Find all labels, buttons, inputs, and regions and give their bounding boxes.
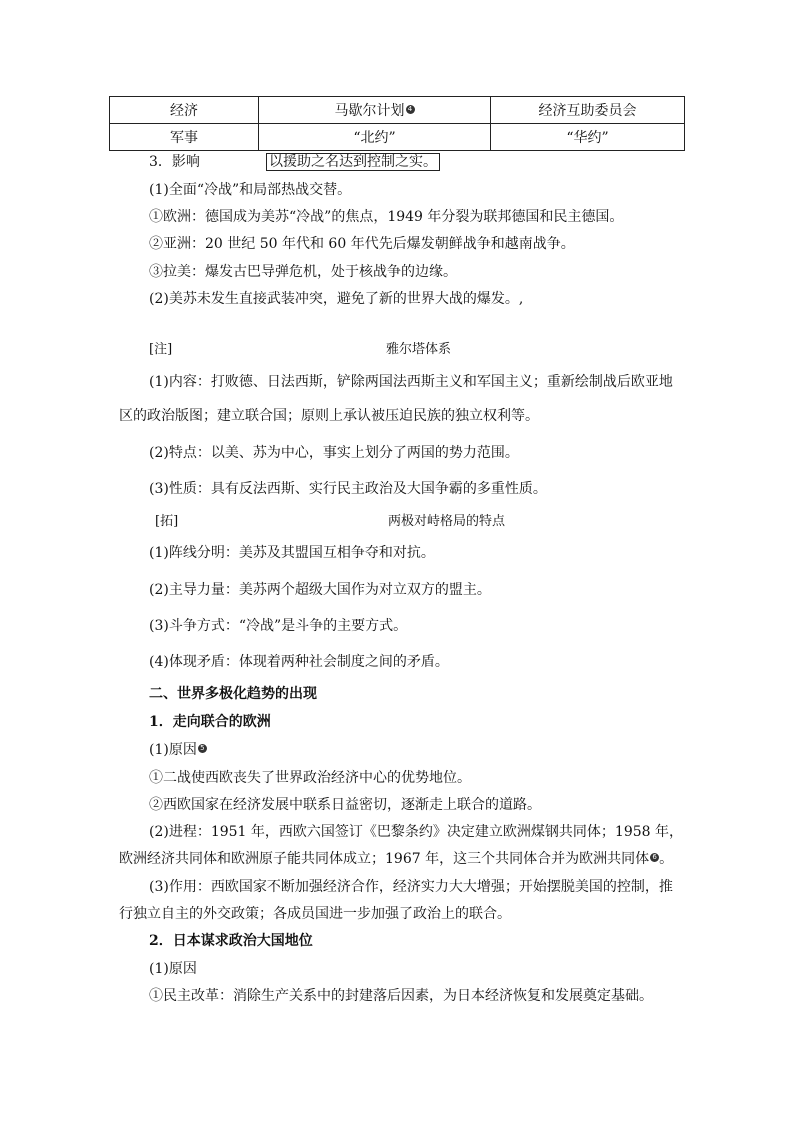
paragraph: 行独立自主的外交政策；各成员国进一步加强了政治上的联合。 bbox=[119, 906, 511, 922]
paragraph: (2)进程：1951 年，西欧六国签订《巴黎条约》决定建立欧洲煤钢共同体；1958 年， bbox=[149, 824, 683, 840]
table-cell-label: 经济 bbox=[110, 97, 259, 124]
part-heading: 二、世界多极化趋势的出现 bbox=[149, 686, 317, 702]
table-cell-ussr: “华约” bbox=[491, 124, 685, 151]
footnote-marker-icon: 4 bbox=[406, 105, 415, 114]
paragraph: ②西欧国家在经济发展中联系日益密切，逐渐走上联合的道路。 bbox=[149, 797, 541, 813]
table-cell-us bbox=[259, 97, 491, 124]
subsection-heading: 1．走向联合的欧洲 bbox=[149, 714, 271, 730]
paragraph bbox=[119, 850, 673, 868]
paragraph: (2)美苏未发生直接武装冲突，避免了新的世界大战的爆发。, bbox=[149, 291, 524, 307]
paragraph-end: 。 bbox=[659, 851, 674, 867]
paragraph: ①欧洲：德国成为美苏“冷战”的焦点，1949 年分裂为联邦德国和民主德国。 bbox=[149, 209, 624, 225]
table-row bbox=[110, 124, 685, 151]
paragraph: ③拉美：爆发古巴导弹危机，处于核战争的边缘。 bbox=[149, 264, 457, 280]
cell-text: 马歇尔计划 bbox=[334, 103, 405, 119]
ext-title: 两极对峙格局的特点 bbox=[388, 514, 506, 529]
paragraph: (3)性质：具有反法西斯、实行民主政治及大国争霸的多重性质。 bbox=[149, 481, 547, 497]
note-tag: [注] bbox=[149, 342, 173, 357]
paragraph: ①二战使西欧丧失了世界政治经济中心的优势地位。 bbox=[149, 770, 471, 786]
paragraph: (4)体现矛盾：体现着两种社会制度之间的矛盾。 bbox=[149, 654, 449, 670]
paragraph bbox=[149, 741, 207, 759]
footnote-marker-icon: 5 bbox=[198, 744, 207, 753]
table-row bbox=[110, 97, 685, 124]
paragraph: ①民主改革：消除生产关系中的封建落后因素，为日本经济恢复和发展奠定基础。 bbox=[149, 988, 653, 1004]
paragraph: (1)全面“冷战”和局部热战交替。 bbox=[149, 182, 352, 198]
footnote-marker-icon: 6 bbox=[650, 853, 659, 862]
table-cell-ussr: 经济互助委员会 bbox=[491, 97, 685, 124]
note-title: 雅尔塔体系 bbox=[386, 342, 452, 357]
alliance-table bbox=[109, 96, 685, 151]
paragraph: (1)内容：打败德、日法西斯，铲除两国法西斯主义和军国主义；重新绘制战后欧亚地 bbox=[149, 374, 673, 390]
paragraph: (3)斗争方式：“冷战”是斗争的主要方式。 bbox=[149, 618, 408, 634]
boxed-annotation-text: 以援助之名达到控制之实。 bbox=[266, 153, 440, 171]
paragraph: 区的政治版图；建立联合国；原则上承认被压迫民族的独立权利等。 bbox=[119, 408, 539, 424]
paragraph: (1)原因 bbox=[149, 961, 197, 977]
paragraph: ②亚洲：20 世纪 50 年代和 60 年代先后爆发朝鲜战争和越南战争。 bbox=[149, 236, 575, 252]
ext-tag: [拓] bbox=[155, 514, 179, 529]
cause-label: (1)原因 bbox=[149, 742, 197, 758]
paragraph: (1)阵线分明：美苏及其盟国互相争夺和对抗。 bbox=[149, 545, 435, 561]
table-cell-label: 军事 bbox=[110, 124, 259, 151]
paragraph: (3)作用：西欧国家不断加强经济合作，经济实力大大增强；开始摆脱美国的控制，推 bbox=[149, 879, 673, 895]
paragraph: (2)主导力量：美苏两个超级大国作为对立双方的盟主。 bbox=[149, 582, 491, 598]
paragraph-text: 欧洲经济共同体和欧洲原子能共同体成立；1967 年，这三个共同体合并为欧洲共同体 bbox=[119, 851, 650, 867]
section-heading: 3．影响 bbox=[149, 154, 200, 170]
subsection-heading: 2．日本谋求政治大国地位 bbox=[149, 933, 313, 949]
table-cell-us: “北约” bbox=[259, 124, 491, 151]
paragraph: (2)特点：以美、苏为中心，事实上划分了两国的势力范围。 bbox=[149, 445, 519, 461]
boxed-annotation bbox=[266, 153, 440, 171]
